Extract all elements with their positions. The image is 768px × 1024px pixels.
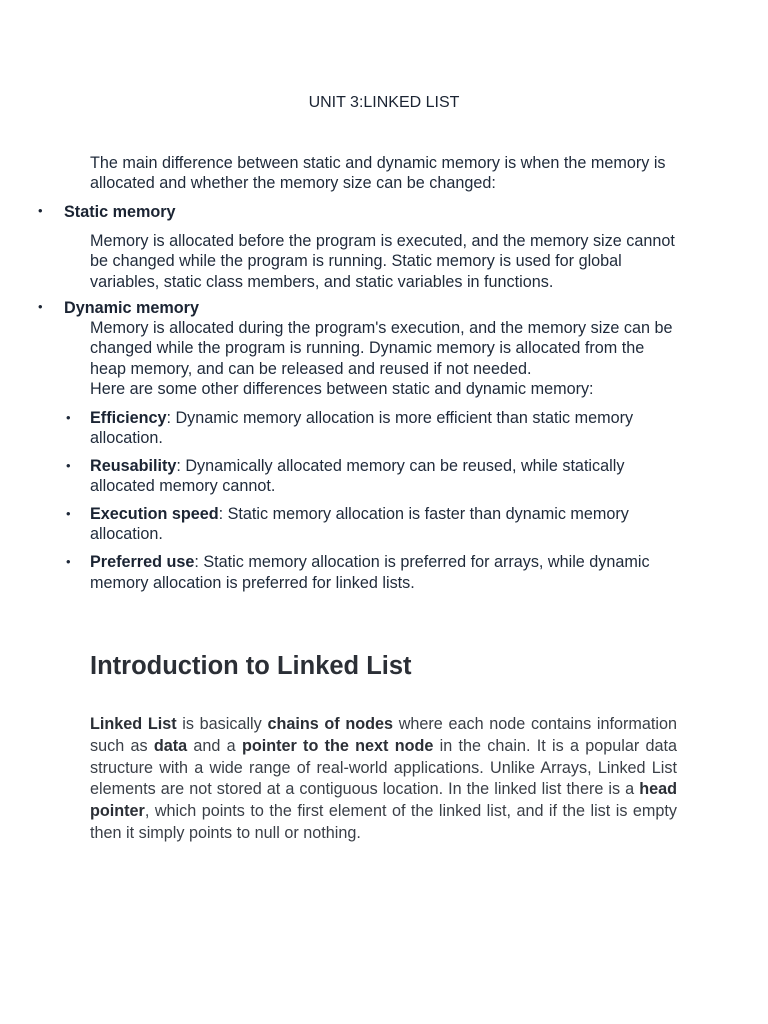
difference-term: Execution speed (90, 505, 219, 524)
list-item (62, 456, 682, 497)
dynamic-memory-heading: Dynamic memory (64, 299, 199, 317)
differences-list (62, 408, 682, 600)
static-memory-heading: Static memory (64, 203, 176, 221)
text-run: in the chain. It is a popular data structure with a wide range of real-world applications. Unlike Arrays, Linked List elements are not stored at a contiguous location. In the linked list there is a (90, 736, 677, 799)
bullet-icon: • (38, 203, 43, 218)
bullet-icon: • (66, 410, 71, 425)
list-item (62, 552, 682, 593)
intro-paragraph: The main difference between static and dynamic memory is when the memory is allocated and whether the memory size can be changed: (90, 154, 666, 193)
dynamic-memory-description (90, 318, 680, 399)
difference-term: Preferred use (90, 553, 195, 572)
bold-term: head pointer (90, 780, 677, 821)
dynamic-memory-text: Memory is allocated during the program's execution, and the memory size can be changed while the program is running. Dynamic memory is allocated from the heap memory, and can be released and reused if not needed. (90, 319, 673, 378)
difference-term: Reusability (90, 457, 177, 476)
page-title: UNIT 3:LINKED LIST (308, 94, 460, 111)
bold-term: pointer to the next node (241, 736, 434, 755)
difference-text: : Dynamic memory allocation is more efficient than static memory allocation. (90, 409, 634, 448)
difference-text: : Static memory allocation is faster than dynamic memory allocation. (90, 505, 629, 544)
text-run: is basically (176, 715, 268, 733)
text-run: where each node contains information such as (90, 715, 677, 755)
list-item (62, 408, 682, 449)
bold-term: data (153, 736, 188, 755)
differences-intro: Here are some other differences between static and dynamic memory: (90, 379, 594, 398)
bold-term: Linked List (90, 715, 177, 733)
linked-list-paragraph (90, 714, 677, 845)
text-run: and a (187, 736, 242, 755)
bullet-icon: • (66, 554, 71, 570)
bullet-icon: • (66, 506, 71, 522)
bullet-icon: • (66, 458, 71, 474)
difference-text: : Static memory allocation is preferred for arrays, while dynamic memory allocation is preferred for linked lists. (90, 553, 650, 592)
bullet-icon: • (38, 299, 43, 314)
list-item (62, 504, 682, 545)
bold-term: chains of nodes (267, 715, 394, 733)
static-memory-description: Memory is allocated before the program is executed, and the memory size cannot be changed while the program is running. Static memory is used for global variables, static class members, and static variables in functions. (90, 232, 675, 291)
difference-text: : Dynamically allocated memory can be reused, while statically allocated memory cannot. (90, 457, 625, 496)
difference-term: Efficiency (90, 409, 167, 427)
text-run: , which points to the first element of the linked list, and if the list is empty then it simply points to null or nothing. (90, 802, 677, 842)
section-heading: Introduction to Linked List (90, 652, 412, 680)
